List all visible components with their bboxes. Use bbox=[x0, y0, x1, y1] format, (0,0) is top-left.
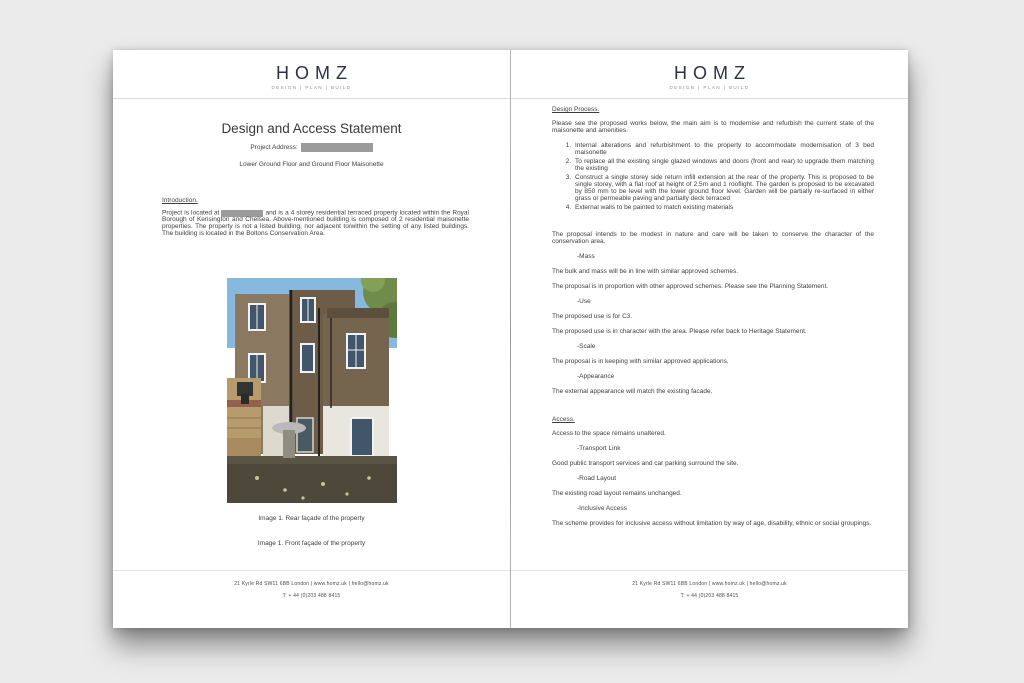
introduction-paragraph bbox=[162, 210, 469, 238]
caption-front-facade: Image 1. Front façade of the property bbox=[257, 540, 366, 547]
subheading-scale: -Scale bbox=[577, 343, 596, 350]
list-item: 1. Internal alterations and refurbishment to the property to accommodate modernisation of 3 bed maisonette bbox=[573, 142, 874, 156]
footer-phone-line: T: + 44 (0)203 488 8415 bbox=[680, 593, 739, 599]
introduction-heading: Introduction. bbox=[162, 197, 198, 204]
subheading-transport-link: -Transport Link bbox=[577, 445, 621, 452]
project-address-label: Project Address: bbox=[250, 144, 298, 152]
proposed-works-list bbox=[552, 142, 874, 211]
footer-contact-line: 21 Kyrle Rd SW11 6BB London | www.homz.uk | hello@homz.uk bbox=[632, 581, 787, 587]
header-divider bbox=[113, 98, 510, 99]
page-left bbox=[113, 50, 510, 628]
homz-logo: HOMZ bbox=[674, 63, 751, 83]
paragraph: The proposed use is for C3. bbox=[552, 313, 633, 320]
homz-logo: HOMZ bbox=[276, 63, 353, 83]
rear-facade-image bbox=[227, 278, 397, 503]
document-title: Design and Access Statement bbox=[221, 121, 402, 136]
design-process-intro: Please see the proposed works below, the main aim is to modernise and refurbish the current state of the maisonette and amenities. bbox=[552, 120, 874, 134]
project-address-row bbox=[113, 143, 510, 152]
paragraph: The bulk and mass will be in line with similar approved schemes. bbox=[552, 268, 739, 275]
design-process-heading: Design Process. bbox=[552, 106, 600, 113]
page-footer-left bbox=[113, 570, 510, 599]
subheading-use: -Use bbox=[577, 298, 591, 305]
redacted-address-box bbox=[301, 143, 373, 152]
page-right bbox=[511, 50, 908, 628]
paragraph: Good public transport services and car parking surround the site. bbox=[552, 460, 739, 467]
brand-tagline: DESIGN | PLAN | BUILD bbox=[669, 85, 750, 90]
design-process-body bbox=[552, 106, 874, 535]
subheading-inclusive-access: -Inclusive Access bbox=[577, 505, 627, 512]
conservation-note: The proposal intends to be modest in nature and care will be taken to conserve the character of the conservation area. bbox=[552, 231, 874, 245]
paragraph: The scheme provides for inclusive access without limitation by way of age, disability, ethnic or social groupings. bbox=[552, 520, 872, 527]
list-item: 3. Construct a single storey side return infill extension at the rear of the property. This is proposed to be single storey, with a flat roof at height of 2.5m and 1 rooflight. The garden is proposed to be excavated by 850 mm to be level with the lower ground floor level. Garden will be partially re-surfaced in either grass or permeable paving and partially deck terraced bbox=[573, 174, 874, 202]
list-item: 4. External walls to be painted to match existing materials bbox=[573, 204, 874, 211]
page-footer-right bbox=[511, 570, 908, 599]
subheading-mass: -Mass bbox=[577, 253, 595, 260]
list-item: 2. To replace all the existing single glazed windows and doors (front and rear) to upgrade them matching the existing bbox=[573, 158, 874, 172]
brand-tagline: DESIGN | PLAN | BUILD bbox=[271, 85, 352, 90]
access-heading: Access. bbox=[552, 416, 575, 423]
paragraph: The proposed use is in character with the area. Please refer back to Heritage Statement. bbox=[552, 328, 807, 335]
property-photo bbox=[227, 278, 397, 503]
subheading-appearance: -Appearance bbox=[577, 373, 615, 380]
intro-text-after: and is a 4 storey residential terraced property located within the Royal Borough of Kensington and Chelsea. Above-mentioned building is composed of 2 residential maisonette properties. The property is not a listed building, nor adjacent to/within the setting of any listed buildings. The building is located in the Boltons Conservation Area. bbox=[162, 209, 469, 238]
caption-rear-facade: Image 1. Rear façade of the property bbox=[258, 515, 365, 522]
paragraph: The existing road layout remains unchanged. bbox=[552, 490, 682, 497]
intro-text-before: Project is located at bbox=[162, 209, 220, 217]
paragraph: Access to the space remains unaltered. bbox=[552, 430, 666, 437]
brand-header bbox=[511, 64, 908, 90]
brand-header bbox=[113, 64, 510, 90]
document-subtitle: Lower Ground Floor and Ground Floor Maisonette bbox=[239, 161, 384, 168]
footer-phone-line: T: + 44 (0)203 488 8415 bbox=[282, 593, 341, 599]
paragraph: The external appearance will match the existing facade. bbox=[552, 388, 713, 395]
paragraph: The proposal is in proportion with other approved schemes. Please see the Planning Statement. bbox=[552, 283, 829, 290]
subheading-road-layout: -Road Layout bbox=[577, 475, 617, 482]
document-spread bbox=[113, 50, 908, 628]
paragraph: The proposal is in keeping with similar approved applications. bbox=[552, 358, 729, 365]
footer-contact-line: 21 Kyrle Rd SW11 6BB London | www.homz.uk | hello@homz.uk bbox=[234, 581, 389, 587]
header-divider bbox=[511, 98, 908, 99]
